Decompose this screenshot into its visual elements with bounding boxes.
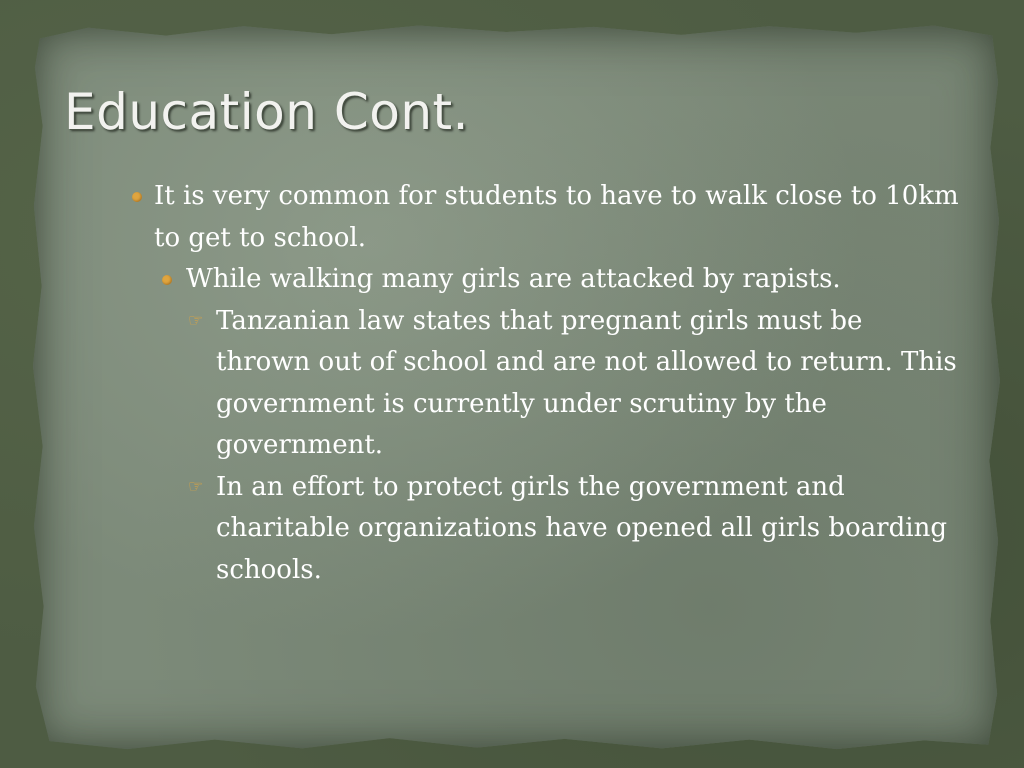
pointing-hand-icon: ☞ xyxy=(188,476,204,497)
bullet-text: In an effort to protect girls the government and charitable organizations have opened all girls boarding schools. xyxy=(216,471,947,585)
pointing-hand-icon: ☞ xyxy=(188,310,204,331)
bullet-item-level-2 xyxy=(130,259,960,301)
dot-bullet-icon xyxy=(132,192,142,202)
bullet-list xyxy=(130,176,960,591)
bullet-text: While walking many girls are attacked by rapists. xyxy=(186,264,841,294)
bullet-text: Tanzanian law states that pregnant girls must be thrown out of school and are not allowed to return. This government is currently under scrutiny by the government. xyxy=(216,305,957,460)
bullet-item-level-1 xyxy=(130,176,960,259)
bullet-item-level-3 xyxy=(130,467,960,592)
bullet-text: It is very common for students to have to walk close to 10km to get to school. xyxy=(154,181,959,253)
bullet-item-level-3 xyxy=(130,301,960,467)
slide-title: Education Cont. xyxy=(64,83,470,141)
dot-bullet-icon xyxy=(162,275,172,285)
